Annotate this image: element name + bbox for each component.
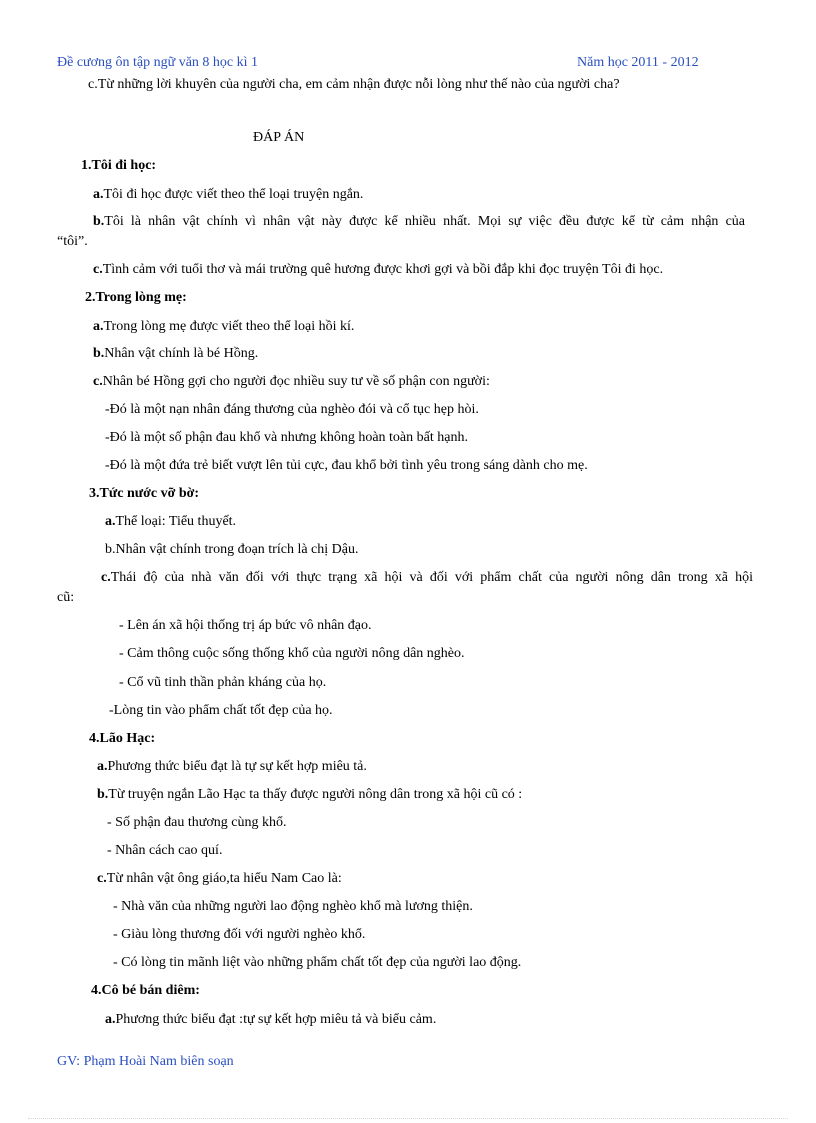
- s2-item-a: [93, 319, 354, 335]
- item-text: Nhân vật chính là bé Hồng.: [104, 346, 259, 361]
- item-marker: c.: [97, 871, 107, 886]
- item-text: Trong lòng mẹ được viết theo thể loại hồi kí.: [103, 319, 355, 334]
- section-heading-1: 1.Tôi đi học:: [81, 158, 157, 173]
- header-left: Đề cương ôn tập ngữ văn 8 học kì 1: [57, 55, 259, 70]
- s5-item-a: [105, 1012, 436, 1028]
- s3-item-a: [105, 514, 236, 530]
- s3-bullet-1: - Lên án xã hội thống trị áp bức vô nhân đạo.: [119, 618, 372, 633]
- intro-question: c.Từ những lời khuyên của người cha, em cảm nhận được nỗi lòng như thế nào của người cha?: [88, 77, 620, 92]
- item-marker: b.: [93, 346, 105, 361]
- s4-bullet-c2: - Giàu lòng thương đối với người nghèo khổ.: [113, 927, 366, 942]
- s1-item-b: [93, 214, 745, 230]
- item-text: Thể loại: Tiểu thuyết.: [115, 514, 237, 529]
- item-text: Từ nhân vật ông giáo,ta hiểu Nam Cao là:: [106, 871, 342, 886]
- item-marker: c.: [93, 262, 103, 277]
- section-heading-2: 2.Trong lòng mẹ:: [85, 290, 187, 305]
- s2-item-b: [93, 346, 258, 362]
- s4-bullet-b2: - Nhân cách cao quí.: [107, 843, 223, 858]
- item-marker: a.: [105, 514, 116, 529]
- item-text: Phương thức biểu đạt là tự sự kết hợp miêu tả.: [107, 759, 367, 774]
- s4-item-b: [97, 787, 522, 803]
- item-text: Tôi đi học được viết theo thể loại truyện ngắn.: [103, 187, 364, 202]
- item-marker: a.: [93, 187, 104, 202]
- s4-item-a: [97, 759, 367, 775]
- item-text: Phương thức biểu đạt :tự sự kết hợp miêu tả và biểu cảm.: [115, 1012, 437, 1027]
- section-heading-4: 4.Lão Hạc:: [89, 731, 156, 746]
- s4-item-c: [97, 871, 342, 887]
- item-marker: b.: [97, 787, 109, 802]
- s3-bullet-3: - Cổ vũ tinh thần phản kháng của họ.: [119, 675, 327, 690]
- s3-bullet-4: -Lòng tin vào phẩm chất tốt đẹp của họ.: [109, 703, 333, 718]
- s4-bullet-b1: - Số phận đau thương cùng khổ.: [107, 815, 287, 830]
- s3-item-c: [101, 570, 753, 586]
- item-marker: a.: [93, 319, 104, 334]
- s2-bullet-2: -Đó là một số phận đau khổ và nhưng không hoàn toàn bất hạnh.: [105, 430, 468, 445]
- section-heading-3: 3.Tức nước vỡ bờ:: [89, 486, 200, 501]
- answer-title: ĐÁP ÁN: [253, 130, 305, 145]
- s1-item-c: [93, 262, 663, 278]
- header-right: Năm học 2011 - 2012: [577, 55, 699, 70]
- s3-item-c-cont: cũ:: [57, 590, 75, 605]
- item-text: Thái độ của nhà văn đối với thực trạng xã hội và đối với phẩm chất của người nông dân trong xã hội: [110, 570, 753, 585]
- s4-bullet-c3: - Có lòng tin mãnh liệt vào những phẩm chất tốt đẹp của người lao động.: [113, 955, 522, 970]
- s4-bullet-c1: - Nhà văn của những người lao động nghèo khổ mà lương thiện.: [113, 899, 473, 914]
- footer-divider: [28, 1118, 788, 1119]
- section-heading-5: 4.Cô bé bán diêm:: [91, 983, 200, 998]
- item-marker: c.: [93, 374, 103, 389]
- item-text: Từ truyện ngắn Lão Hạc ta thấy được người nông dân trong xã hội cũ có :: [108, 787, 523, 802]
- s3-bullet-2: - Cảm thông cuộc sống thống khổ của người nông dân nghèo.: [119, 646, 465, 661]
- item-marker: a.: [105, 1012, 116, 1027]
- item-marker: a.: [97, 759, 108, 774]
- item-text: Nhân bé Hồng gợi cho người đọc nhiều suy tư về số phận con người:: [102, 374, 490, 389]
- s2-bullet-1: -Đó là một nạn nhân đáng thương của nghèo đói và cổ tục hẹp hòi.: [105, 402, 479, 417]
- item-text: b.Nhân vật chính trong đoạn trích là chị Dậu.: [105, 542, 359, 557]
- s3-item-b: [105, 542, 358, 558]
- item-text: Tôi là nhân vật chính vì nhân vật này được kể nhiều nhất. Mọi sự việc đều được kể từ cảm nhận của: [104, 214, 745, 229]
- s2-bullet-3: -Đó là một đứa trẻ biết vượt lên tủi cực, đau khổ bởi tình yêu trong sáng dành cho mẹ.: [105, 458, 588, 473]
- item-marker: b.: [93, 214, 105, 229]
- item-marker: c.: [101, 570, 111, 585]
- footer-author: GV: Phạm Hoài Nam biên soạn: [57, 1054, 234, 1069]
- item-text: Tình cảm với tuổi thơ và mái trường quê hương được khơi gợi và bồi đắp khi đọc truyện Tôi đi học.: [102, 262, 664, 277]
- s1-item-a: [93, 187, 363, 203]
- s2-item-c: [93, 374, 490, 390]
- s1-item-b-cont: “tôi”.: [57, 234, 88, 249]
